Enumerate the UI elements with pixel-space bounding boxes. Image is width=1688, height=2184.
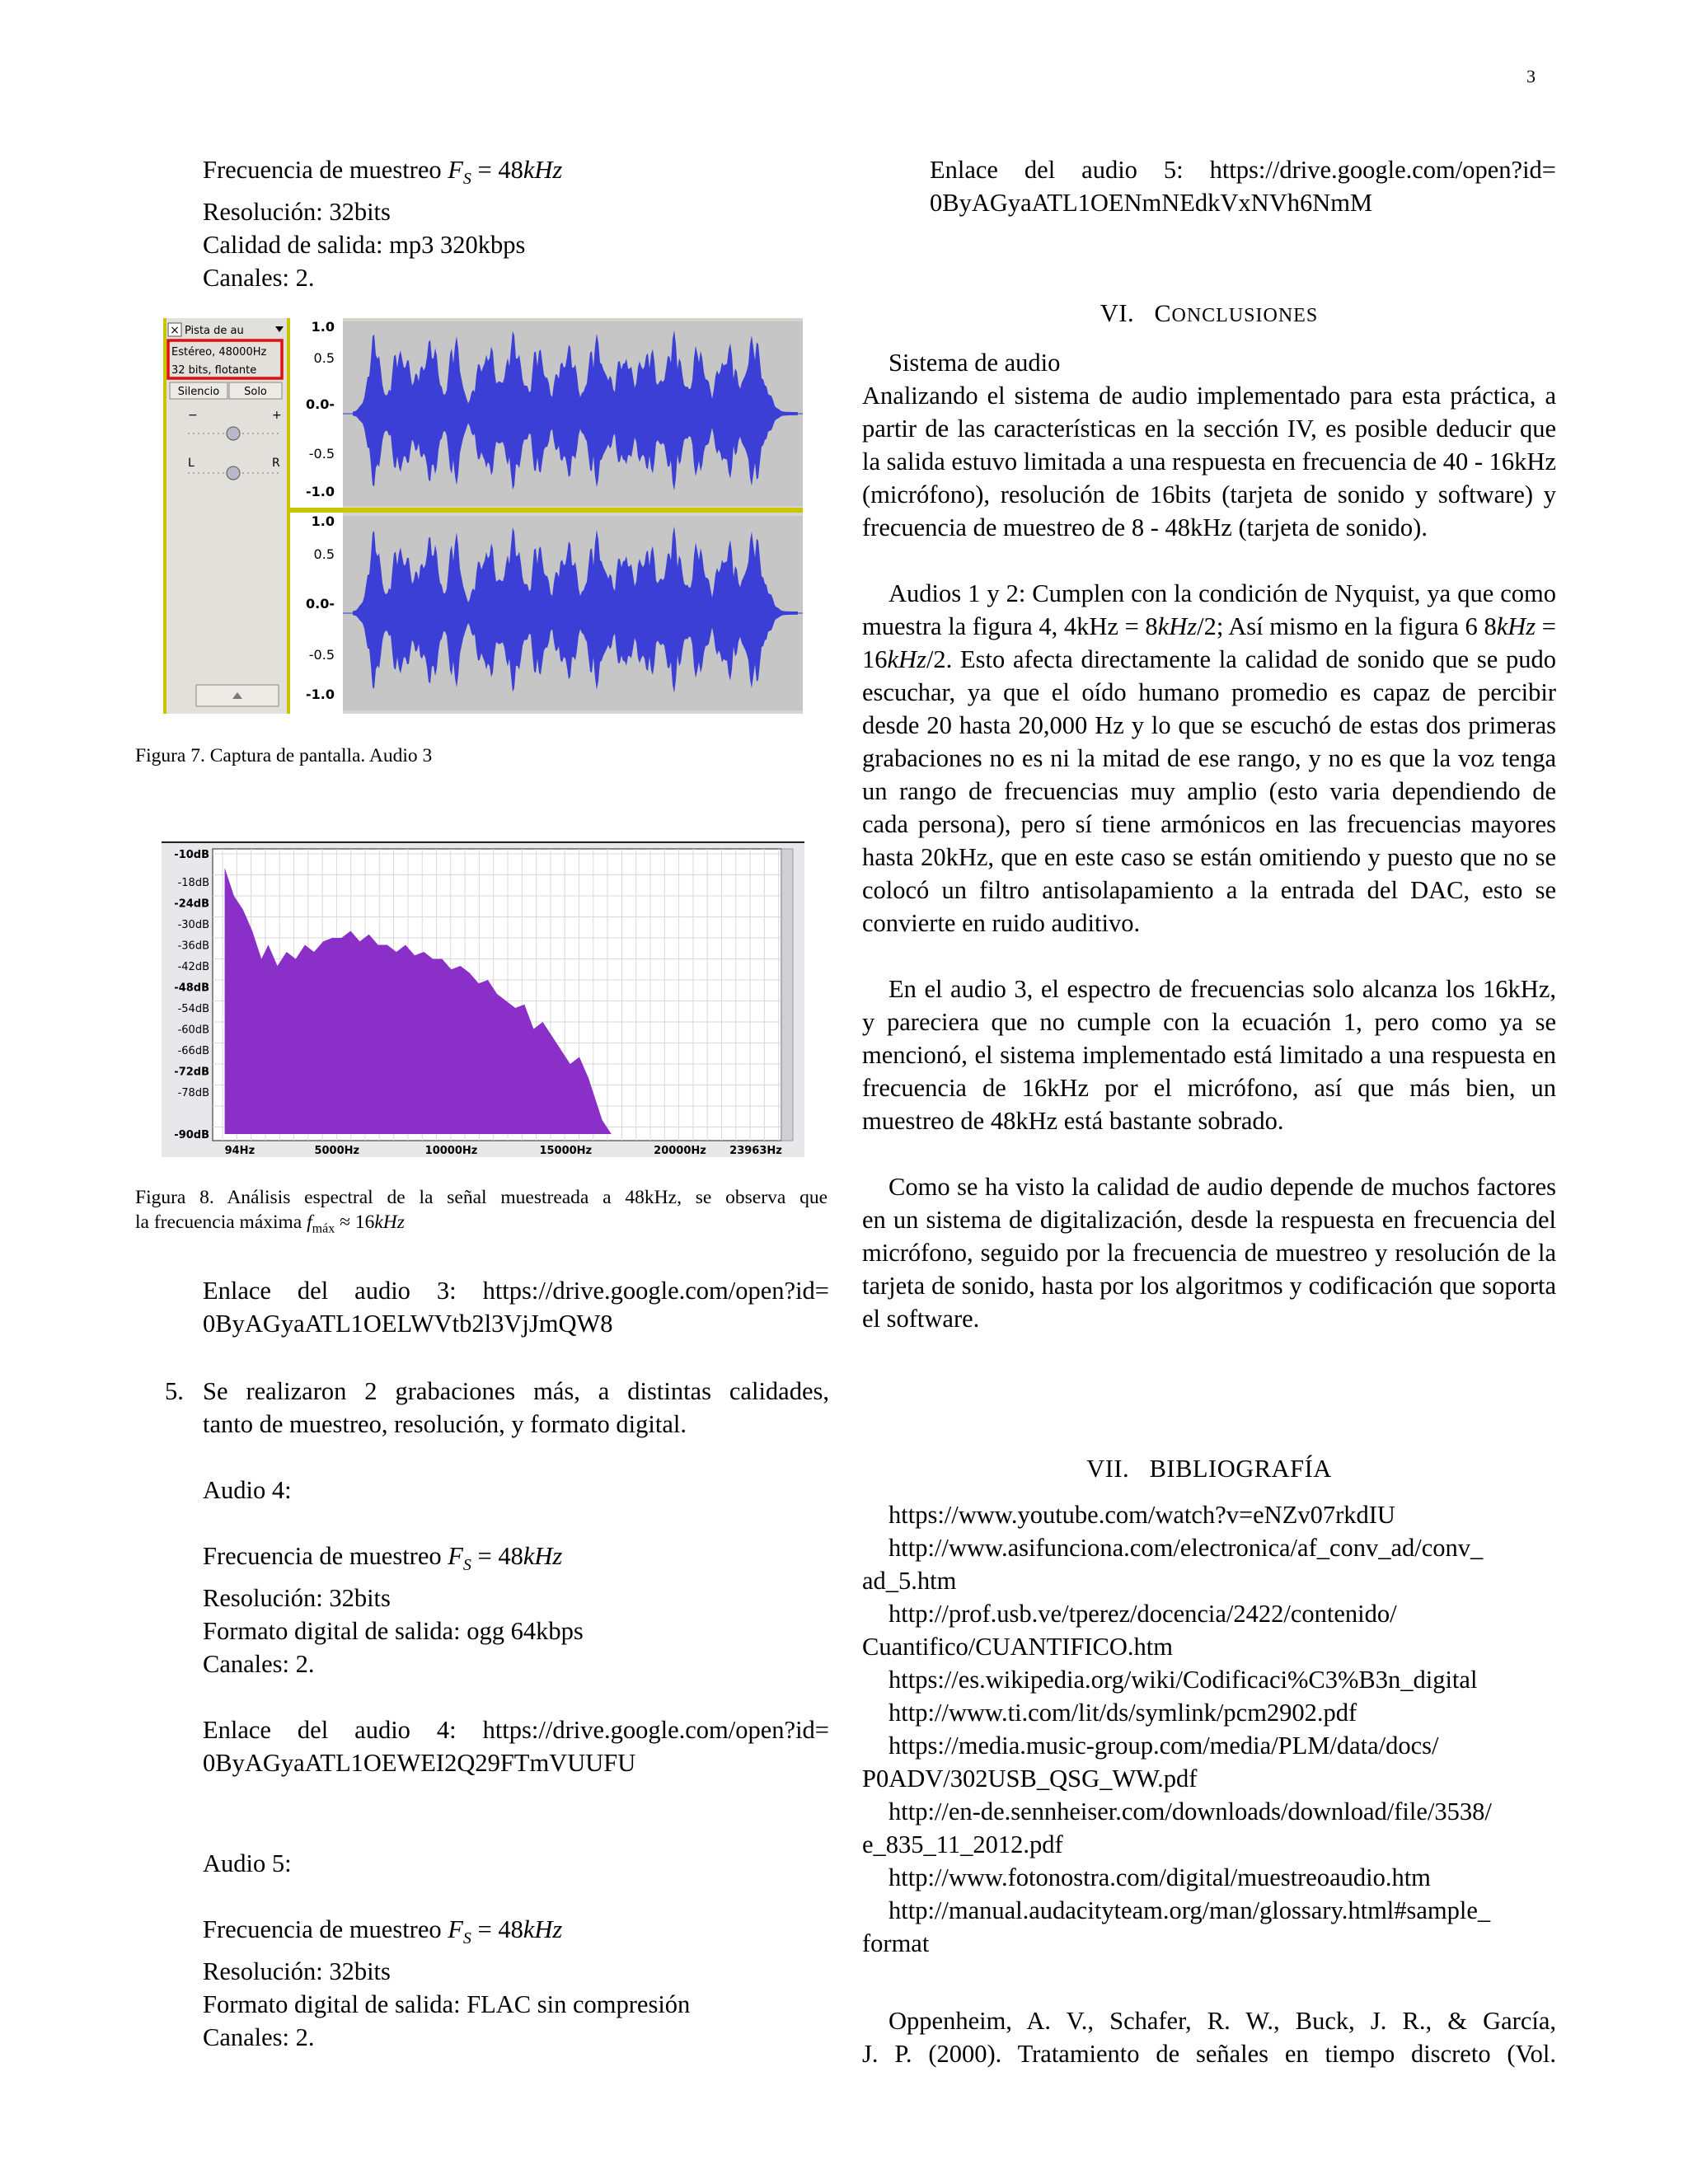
conclusions-body [862,346,1556,1335]
gain-slider-handle[interactable] [227,427,240,440]
y-tick-label: -42dB [177,961,209,973]
conclusions-para-4: Como se ha visto la calidad de audio depende de muchos factores en un sistema de digitalización, desde la respuesta en frecuencia del micrófono, seguido por la frecuencia de muestreo y resolución de la tarjeta de sonido, hasta por los algoritmos y codificación que soporta el software. [862,1173,1556,1333]
track-name-menu[interactable]: Pista de au [185,325,244,337]
scale-tick-label: 1.0 [311,319,335,335]
bibliography-entry[interactable]: P0ADV/302USB_QSG_WW.pdf [862,1765,1198,1793]
page-number: 3 [1526,66,1536,87]
spectrum-scrollbar[interactable] [781,849,793,1141]
item5-line1: Se realizaron 2 grabaciones más, a distintas calidades, [203,1377,829,1405]
oppenheim-line2: J. P. (2000). Tratamiento de señales en tiempo discreto (Vol. [862,2040,1556,2068]
y-tick-label: -54dB [177,1003,209,1015]
y-tick-label: -90dB [174,1129,209,1141]
scale-tick-label: 0.5 [313,350,335,366]
bibliography-entry[interactable]: ad_5.htm [862,1567,957,1595]
scale-tick-label: -0.5 [308,446,335,462]
subheading-sistema: Sistema de audio [889,349,1061,377]
conclusions-para-3: En el audio 3, el espectro de frecuencias solo alcanza los 16kHz, y pareciera que no cumple con la ecuación 1, pero como ya se mencionó, el sistema implementado está limitado a una respuesta en frecuencia de 16kHz por el micrófono, así que más bien, un muestreo de 48kHz está bastante sobrado. [862,975,1556,1135]
audio3-freq: Frecuencia de muestreo $F_S = 48kHz$ [203,156,563,189]
section-6-heading: VI. CONCLUSIONES [1100,299,1319,327]
gain-minus-label: − [188,409,198,422]
left-body [203,1274,829,1340]
figure-8-caption [135,1185,828,1242]
y-tick-label: -72dB [174,1066,209,1079]
scale-tick-label: 0.0- [306,596,335,612]
scale-tick-label: 1.0 [311,513,335,529]
x-tick-label: 5000Hz [314,1145,360,1157]
link-audio4-line2[interactable]: 0ByAGyaATL1OEWEI2Q29FTmVUUFU [203,1749,636,1778]
audio5-channels: Canales: 2. [203,2023,315,2052]
y-tick-label: -36dB [177,940,209,953]
pan-left-label: L [188,457,195,470]
figure-8-caption-line1: Figura 8. Análisis espectral de la señal muestreada a 48kHz, se observa que [135,1187,828,1208]
audio5-freq: Frecuencia de muestreo $F_S = 48kHz$ [203,1915,563,1948]
oppenheim-line1: Oppenheim, A. V., Schafer, R. W., Buck, J. R., & García, [889,2007,1556,2035]
gain-plus-label: + [272,409,282,422]
figure-7-caption: Figura 7. Captura de pantalla. Audio 3 [135,745,433,766]
bibliography-entry[interactable]: https://www.youtube.com/watch?v=eNZv07rkdIU [889,1501,1395,1529]
bibliography-entry[interactable]: http://en-de.sennheiser.com/downloads/download/file/3538/ [889,1797,1492,1825]
audio4-format: Formato digital de salida: ogg 64kbps [203,1617,584,1646]
audio5-title: Audio 5: [203,1849,292,1878]
mute-button[interactable]: Silencio [177,386,220,398]
item5-line2: tanto de muestreo, resolución, y formato digital. [203,1410,687,1438]
y-tick-label: -10dB [174,849,209,861]
section-7-heading: VII. BIBLIOGRAFÍA [1086,1455,1332,1483]
audio4-channels: Canales: 2. [203,1650,315,1679]
figure-8-spectrum [162,841,804,1157]
track-info-format: 32 bits, flotante [171,364,257,377]
bibliography-entry[interactable]: http://manual.audacityteam.org/man/glossary.html#sample_ [889,1896,1491,1924]
bibliography-oppenheim [862,2004,1556,2070]
solo-button[interactable]: Solo [244,386,267,398]
close-icon[interactable]: × [170,324,180,337]
x-tick-label: 23963Hz [729,1145,782,1157]
audio3-params [203,153,829,294]
audio5-format: Formato digital de salida: FLAC sin compresión [203,1990,691,2019]
pan-right-label: R [272,457,280,470]
audio4-res: Resolución: 32bits [203,1584,391,1613]
link-audio3-line2[interactable]: 0ByAGyaATL1OELWVtb2l3VjJmQW8 [203,1310,613,1338]
bibliography-entry[interactable]: format [862,1929,930,1957]
y-tick-label: -66dB [177,1045,209,1057]
y-tick-label: -78dB [177,1087,209,1099]
y-tick-label: -48dB [174,982,209,995]
x-tick-label: 94Hz [224,1145,256,1157]
link-audio3-line1[interactable]: Enlace del audio 3: https://drive.google.com/open?id= [203,1277,829,1305]
bibliography-entry[interactable]: https://media.music-group.com/media/PLM/data/docs/ [889,1732,1439,1760]
y-tick-label: -18dB [177,877,209,889]
bibliography-entry[interactable]: http://prof.usb.ve/tperez/docencia/2422/contenido/ [889,1600,1397,1628]
scale-tick-label: -1.0 [306,687,335,702]
right-top [930,153,1556,219]
x-tick-label: 10000Hz [424,1145,478,1157]
bibliography-entry[interactable]: e_835_11_2012.pdf [862,1830,1063,1858]
bibliography-entry[interactable]: Cuantifico/CUANTIFICO.htm [862,1633,1173,1661]
bibliography-entry[interactable]: http://www.asifunciona.com/electronica/af_conv_ad/conv_ [889,1534,1484,1562]
audio3-channels: Canales: 2. [203,264,315,293]
link-audio4-line1[interactable]: Enlace del audio 4: https://drive.google.com/open?id= [203,1716,829,1745]
x-tick-label: 20000Hz [654,1145,706,1157]
bibliography-entry[interactable]: http://www.ti.com/lit/ds/symlink/pcm2902.pdf [889,1699,1357,1727]
audio3-quality: Calidad de salida: mp3 320kbps [203,231,526,260]
y-tick-label: -24dB [174,898,209,911]
audio4-freq: Frecuencia de muestreo $F_S = 48kHz$ [203,1542,563,1575]
y-tick-label: -30dB [177,919,209,931]
audio4-title: Audio 4: [203,1476,292,1504]
list-item-number: 5. [165,1377,184,1405]
bibliography-entry[interactable]: http://www.fotonostra.com/digital/muestreoaudio.htm [889,1863,1431,1891]
scale-tick-label: -1.0 [306,484,335,499]
conclusions-para-1: Analizando el sistema de audio implementado para esta práctica, a partir de las características en la sección IV, es posible deducir que la salida estuvo limitada a una respuesta en frecuencia de 40 - 16kHz (micrófono), resolución de 16bits (tarjeta de sonido y software) y frecuencia de muestreo de 8 - 48kHz (tarjeta de sonido). [862,382,1556,541]
spectrum-chart [162,841,804,1157]
bibliography-list [862,1498,1556,1960]
figure-7-screenshot [163,318,803,714]
figure-8-caption-line2: la frecuencia máxima $f_{máx} \approx 16kHz$ [135,1212,405,1236]
track-info-rate: Estéreo, 48000Hz [171,346,267,359]
scale-tick-label: 0.5 [313,546,335,562]
list-item-5 [165,1375,829,2054]
audio3-res: Resolución: 32bits [203,198,391,227]
scale-tick-label: -0.5 [308,647,335,663]
conclusions-para-2: Audios 1 y 2: Cumplen con la condición de Nyquist, ya que como muestra la figura 4, 4kHz = 8kHz/2; Así mismo en la figura 6 8kHz = 16kHz/2. Esto afecta directamente la calidad de sonido que se pudo escuchar, ya que el oído humano promedio es capaz de percibir desde 20 hasta 20,000 Hz y lo que se escuchó de estas dos primeras grabaciones no es ni la mitad de ese rango, y no es que la voz tenga un rango de frecuencias muy amplio (esto varia dependiendo de cada persona), pero sí tiene armónicos en las frecuencias mayores hasta 20kHz, que en este caso se están omitiendo y puesto que no se colocó un filtro antisolapamiento a la entrada del DAC, esto se convierte en ruido auditivo. [862,579,1556,937]
x-tick-label: 15000Hz [539,1145,593,1157]
y-tick-label: -60dB [177,1024,209,1037]
pan-slider-handle[interactable] [227,466,240,480]
audacity-track-image [163,318,803,714]
scale-tick-label: 0.0- [306,396,335,412]
link-audio5-line1[interactable]: Enlace del audio 5: https://drive.google.com/open?id= [930,156,1556,184]
bibliography-entry[interactable]: https://es.wikipedia.org/wiki/Codificaci%C3%B3n_digital [889,1666,1478,1694]
link-audio5-line2[interactable]: 0ByAGyaATL1OENmNEdkVxNVh6NmM [930,189,1373,217]
audio5-res: Resolución: 32bits [203,1957,391,1986]
